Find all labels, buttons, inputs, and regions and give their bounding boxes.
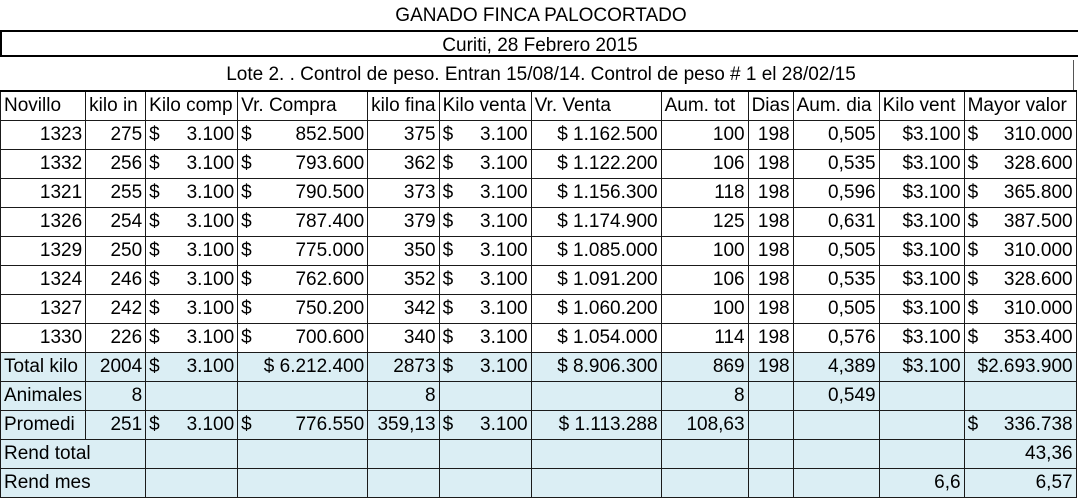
header-row <box>1 91 1077 121</box>
promedio-kilo-in[interactable]: 251 <box>86 411 146 440</box>
cell-aum-tot[interactable]: 106 <box>661 150 748 179</box>
cell-aum-dia[interactable]: 0,576 <box>793 324 879 353</box>
cell-kilo-in[interactable]: 226 <box>86 324 146 353</box>
cell-aum-tot[interactable]: 100 <box>661 295 748 324</box>
empty-cell[interactable] <box>661 469 748 498</box>
promedio-vr-compra[interactable]: $ 776.550 <box>238 411 368 440</box>
cell-aum-dia[interactable]: 0,535 <box>793 150 879 179</box>
cell-aum-tot[interactable]: 125 <box>661 208 748 237</box>
empty-cell[interactable] <box>748 382 793 411</box>
empty-cell[interactable] <box>793 440 879 469</box>
cell-aum-tot[interactable]: 106 <box>661 266 748 295</box>
header-kilo-vent[interactable]: Kilo vent <box>879 91 964 121</box>
cell-vr-compra[interactable]: $ 762.600 <box>238 266 368 295</box>
cell-kilo-in[interactable]: 255 <box>86 179 146 208</box>
cell-aum-tot[interactable]: 100 <box>661 121 748 150</box>
cell-novillo[interactable]: 1326 <box>1 208 86 237</box>
cell-novillo[interactable]: 1330 <box>1 324 86 353</box>
rend-mes-row <box>1 469 1077 498</box>
empty-cell[interactable] <box>146 382 238 411</box>
cell-kilo-fin[interactable]: 340 <box>368 324 439 353</box>
sheet-title: GANADO FINCA PALOCORTADO <box>395 5 687 26</box>
cell-kilo-venta[interactable]: $ 3.100 <box>439 208 531 237</box>
cell-kilo-venta[interactable]: $ 3.100 <box>439 324 531 353</box>
empty-cell[interactable] <box>439 382 531 411</box>
cell-kilo-venta[interactable]: $ 3.100 <box>439 266 531 295</box>
cell-novillo[interactable]: 1329 <box>1 237 86 266</box>
cell-kilo-vent[interactable]: $3.100 <box>879 266 964 295</box>
rend-total-label[interactable]: Rend total <box>1 440 146 469</box>
cell-mayor-valor[interactable]: $ 310.000 <box>964 121 1076 150</box>
empty-cell[interactable] <box>748 411 793 440</box>
cell-vr-compra[interactable]: $ 790.500 <box>238 179 368 208</box>
cell-border <box>1073 60 1074 90</box>
empty-cell[interactable] <box>146 440 238 469</box>
promedio-aum-tot[interactable]: 108,63 <box>661 411 748 440</box>
empty-cell[interactable] <box>531 469 661 498</box>
cell-vr-venta[interactable]: $ 1.174.900 <box>531 208 661 237</box>
header-aum-dia[interactable]: Aum. dia <box>793 91 879 121</box>
cell-kilo-vent[interactable]: $3.100 <box>879 208 964 237</box>
cell-kilo-comp[interactable]: $ 3.100 <box>146 121 238 150</box>
cell-aum-tot[interactable]: 118 <box>661 179 748 208</box>
animales-label[interactable]: Animales <box>1 382 86 411</box>
cell-mayor-valor[interactable]: $ 353.400 <box>964 324 1076 353</box>
cell-aum-dia[interactable]: 0,535 <box>793 266 879 295</box>
header-kilo-comp[interactable]: Kilo comp <box>146 91 238 121</box>
cell-kilo-venta[interactable]: $ 3.100 <box>439 295 531 324</box>
table-row <box>1 208 1077 237</box>
cell-aum-dia[interactable]: 0,505 <box>793 121 879 150</box>
empty-cell[interactable] <box>879 382 964 411</box>
cell-kilo-comp[interactable]: $ 3.100 <box>146 324 238 353</box>
empty-cell[interactable] <box>793 469 879 498</box>
cell-kilo-venta[interactable]: $ 3.100 <box>439 150 531 179</box>
cell-aum-tot[interactable]: 114 <box>661 324 748 353</box>
cell-kilo-fin[interactable]: 350 <box>368 237 439 266</box>
cell-kilo-venta[interactable]: $ 3.100 <box>439 121 531 150</box>
header-vr-venta[interactable]: Vr. Venta <box>531 91 661 121</box>
empty-cell[interactable] <box>238 469 368 498</box>
cell-kilo-in[interactable]: 275 <box>86 121 146 150</box>
empty-cell[interactable] <box>964 382 1076 411</box>
cell-kilo-comp[interactable]: $ 3.100 <box>146 295 238 324</box>
cell-kilo-fin[interactable]: 342 <box>368 295 439 324</box>
cell-kilo-vent[interactable]: $3.100 <box>879 237 964 266</box>
empty-cell[interactable] <box>531 440 661 469</box>
rend-total-value[interactable]: 43,36 <box>964 440 1076 469</box>
cell-kilo-fin[interactable]: 362 <box>368 150 439 179</box>
empty-cell[interactable] <box>238 440 368 469</box>
rend-mes-label[interactable]: Rend mes <box>1 469 146 498</box>
lote-description[interactable]: Lote 2. . Control de peso. Entran 15/08/14. Control de peso # 1 el 28/02/15 <box>226 64 856 85</box>
cell-kilo-in[interactable]: 250 <box>86 237 146 266</box>
cattle-weight-table <box>0 90 1077 498</box>
empty-cell[interactable] <box>439 440 531 469</box>
cell-dias[interactable]: 198 <box>748 266 793 295</box>
cell-kilo-comp[interactable]: $ 3.100 <box>146 208 238 237</box>
table-row <box>1 237 1077 266</box>
empty-cell[interactable] <box>146 469 238 498</box>
cell-kilo-comp[interactable]: $ 3.100 <box>146 237 238 266</box>
rend-mes-value[interactable]: 6,57 <box>964 469 1076 498</box>
cell-vr-venta[interactable]: $ 1.091.200 <box>531 266 661 295</box>
cell-novillo[interactable]: 1321 <box>1 179 86 208</box>
empty-cell[interactable] <box>661 440 748 469</box>
header-aum-tot[interactable]: Aum. tot <box>661 91 748 121</box>
place-date-cell[interactable]: Curiti, 28 Febrero 2015 <box>0 30 1078 57</box>
total-kilo-comp[interactable]: $ 3.100 <box>146 353 238 382</box>
cell-vr-venta[interactable]: $ 1.156.300 <box>531 179 661 208</box>
empty-cell[interactable] <box>368 469 439 498</box>
cell-vr-venta[interactable]: $ 1.054.000 <box>531 324 661 353</box>
cell-kilo-comp[interactable]: $ 3.100 <box>146 150 238 179</box>
total-aum-dia[interactable]: 4,389 <box>793 353 879 382</box>
animales-aum-tot[interactable]: 8 <box>661 382 748 411</box>
table-row <box>1 324 1077 353</box>
cell-dias[interactable]: 198 <box>748 324 793 353</box>
cell-kilo-fin[interactable]: 373 <box>368 179 439 208</box>
cell-aum-dia[interactable]: 0,631 <box>793 208 879 237</box>
cell-kilo-comp[interactable]: $ 3.100 <box>146 179 238 208</box>
cell-mayor-valor[interactable]: $ 365.800 <box>964 179 1076 208</box>
total-kilo-in[interactable]: 2004 <box>86 353 146 382</box>
total-kilo-venta[interactable]: $ 3.100 <box>439 353 531 382</box>
table-row <box>1 295 1077 324</box>
cell-vr-compra[interactable]: $ 787.400 <box>238 208 368 237</box>
animales-kilo-fin[interactable]: 8 <box>368 382 439 411</box>
cell-kilo-venta[interactable]: $ 3.100 <box>439 237 531 266</box>
empty-cell[interactable] <box>879 440 964 469</box>
table-row <box>1 121 1077 150</box>
cell-mayor-valor[interactable]: $ 387.500 <box>964 208 1076 237</box>
cell-vr-compra[interactable]: $ 775.000 <box>238 237 368 266</box>
cell-aum-dia[interactable]: 0,505 <box>793 295 879 324</box>
cell-kilo-fin[interactable]: 352 <box>368 266 439 295</box>
promedio-label[interactable]: Promedi <box>1 411 86 440</box>
cell-aum-dia[interactable]: 0,596 <box>793 179 879 208</box>
header-mayor-valor[interactable]: Mayor valor <box>964 91 1076 121</box>
table-row <box>1 266 1077 295</box>
total-aum-tot[interactable]: 869 <box>661 353 748 382</box>
animales-kilo-in[interactable]: 8 <box>86 382 146 411</box>
cell-dias[interactable]: 198 <box>748 150 793 179</box>
cell-vr-venta[interactable]: $ 1.122.200 <box>531 150 661 179</box>
cell-aum-dia[interactable]: 0,505 <box>793 237 879 266</box>
cell-novillo[interactable]: 1327 <box>1 295 86 324</box>
rend-total-row <box>1 440 1077 469</box>
animales-aum-dia[interactable]: 0,549 <box>793 382 879 411</box>
total-label[interactable]: Total kilo <box>1 353 86 382</box>
cell-vr-venta[interactable]: $ 1.060.200 <box>531 295 661 324</box>
empty-cell[interactable] <box>439 469 531 498</box>
cell-kilo-comp[interactable]: $ 3.100 <box>146 266 238 295</box>
cell-kilo-vent[interactable]: $3.100 <box>879 324 964 353</box>
header-kilo-in[interactable]: kilo in <box>86 91 146 121</box>
empty-cell[interactable] <box>793 411 879 440</box>
total-mayor-valor[interactable]: $2.693.900 <box>964 353 1076 382</box>
empty-cell[interactable] <box>879 411 964 440</box>
cell-kilo-vent[interactable]: $3.100 <box>879 150 964 179</box>
total-vr-venta[interactable]: $ 8.906.300 <box>531 353 661 382</box>
cell-vr-compra[interactable]: $ 793.600 <box>238 150 368 179</box>
header-novillo[interactable]: Novillo <box>1 91 86 121</box>
cell-dias[interactable]: 198 <box>748 179 793 208</box>
cell-dias[interactable]: 198 <box>748 121 793 150</box>
animales-row <box>1 382 1077 411</box>
promedio-row <box>1 411 1077 440</box>
cell-kilo-fin[interactable]: 375 <box>368 121 439 150</box>
promedio-vr-venta[interactable]: $ 1.113.288 <box>531 411 661 440</box>
cell-mayor-valor[interactable]: $ 328.600 <box>964 150 1076 179</box>
promedio-mayor-valor[interactable]: $ 336.738 <box>964 411 1076 440</box>
cell-dias[interactable]: 198 <box>748 295 793 324</box>
cell-dias[interactable]: 198 <box>748 237 793 266</box>
cell-novillo[interactable]: 1323 <box>1 121 86 150</box>
empty-cell[interactable] <box>748 440 793 469</box>
table-row <box>1 150 1077 179</box>
empty-cell[interactable] <box>368 440 439 469</box>
cell-kilo-vent[interactable]: $3.100 <box>879 179 964 208</box>
promedio-kilo-comp[interactable]: $ 3.100 <box>146 411 238 440</box>
total-vr-compra[interactable]: $ 6.212.400 <box>238 353 368 382</box>
header-vr-compra[interactable]: Vr. Compra <box>238 91 368 121</box>
cell-aum-tot[interactable]: 100 <box>661 237 748 266</box>
cell-kilo-fin[interactable]: 379 <box>368 208 439 237</box>
cell-kilo-in[interactable]: 246 <box>86 266 146 295</box>
total-dias[interactable]: 198 <box>748 353 793 382</box>
table-row <box>1 179 1077 208</box>
cell-kilo-vent[interactable]: $3.100 <box>879 295 964 324</box>
cell-vr-compra[interactable]: $ 700.600 <box>238 324 368 353</box>
cell-vr-compra[interactable]: $ 750.200 <box>238 295 368 324</box>
header-kilo-venta[interactable]: Kilo venta <box>439 91 531 121</box>
total-kilo-fin[interactable]: 2873 <box>368 353 439 382</box>
cell-mayor-valor[interactable]: $ 310.000 <box>964 295 1076 324</box>
empty-cell[interactable] <box>238 382 368 411</box>
empty-cell[interactable] <box>748 469 793 498</box>
rend-mes-kilo-vent[interactable]: 6,6 <box>879 469 964 498</box>
total-row <box>1 353 1077 382</box>
promedio-kilo-venta[interactable]: $ 3.100 <box>439 411 531 440</box>
cell-kilo-vent[interactable]: $3.100 <box>879 121 964 150</box>
cell-novillo[interactable]: 1332 <box>1 150 86 179</box>
cell-kilo-venta[interactable]: $ 3.100 <box>439 179 531 208</box>
cell-mayor-valor[interactable]: $ 310.000 <box>964 237 1076 266</box>
cell-kilo-in[interactable]: 242 <box>86 295 146 324</box>
cell-dias[interactable]: 198 <box>748 208 793 237</box>
cell-kilo-in[interactable]: 256 <box>86 150 146 179</box>
cell-vr-venta[interactable]: $ 1.085.000 <box>531 237 661 266</box>
promedio-kilo-fin[interactable]: 359,13 <box>368 411 439 440</box>
empty-cell[interactable] <box>531 382 661 411</box>
cell-kilo-in[interactable]: 254 <box>86 208 146 237</box>
cell-vr-compra[interactable]: $ 852.500 <box>238 121 368 150</box>
header-kilo-fin[interactable]: kilo fina <box>368 91 439 121</box>
cell-novillo[interactable]: 1324 <box>1 266 86 295</box>
header-dias[interactable]: Dias <box>748 91 793 121</box>
total-kilo-vent[interactable]: $3.100 <box>879 353 964 382</box>
cell-vr-venta[interactable]: $ 1.162.500 <box>531 121 661 150</box>
cell-mayor-valor[interactable]: $ 328.600 <box>964 266 1076 295</box>
